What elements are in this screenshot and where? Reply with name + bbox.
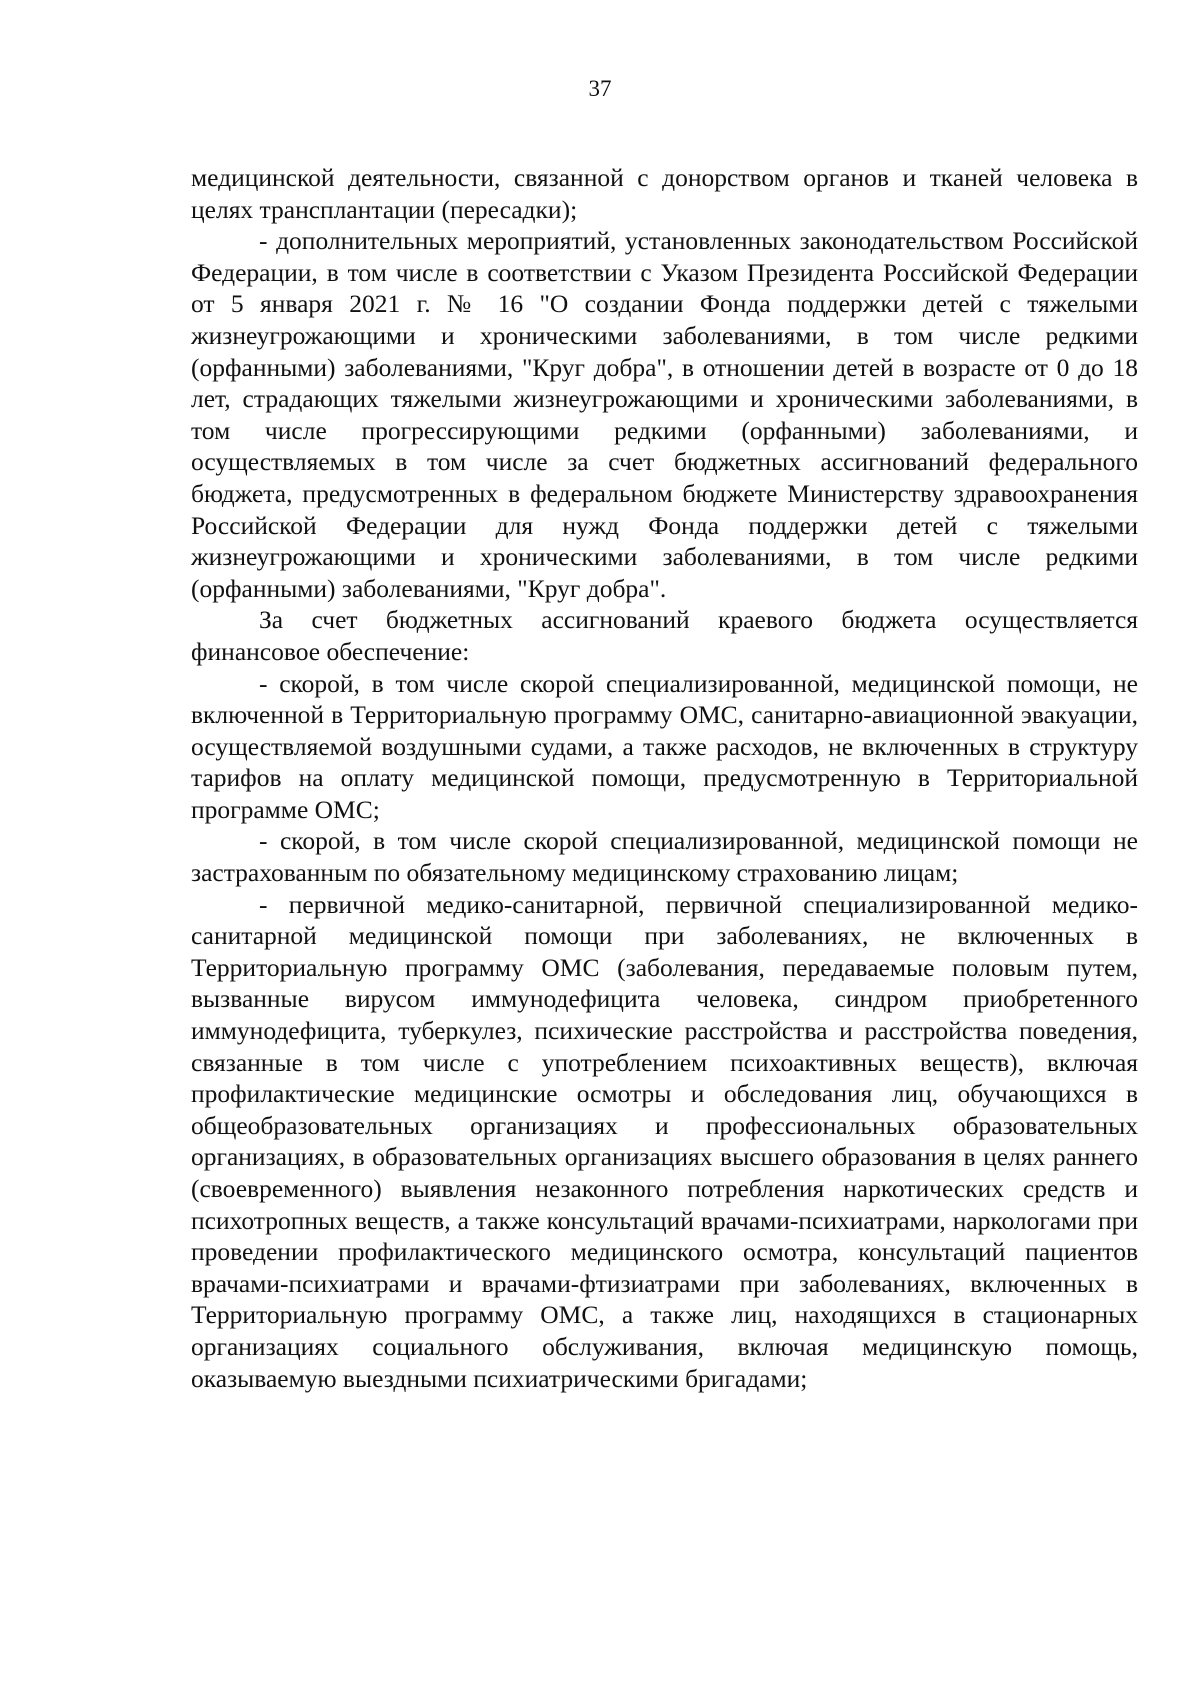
paragraph-primary-care: - первичной медико-санитарной, первичной специализированной медико-санитарной медицинской помощи при заболеваниях, не включенных в Территориальную программу ОМС (заболевания, передаваемые половым путем, вызванные вирусом иммунодефицита человека, синдром приобретенного иммунодефицита, туберкулез, психические расстройства и расстройства поведения, связанные в том числе с употреблением психоактивных веществ), включая профилактические медицинские осмотры и обследования лиц, обучающихся в общеобразовательных организациях и профессиональных образовательных организациях, в образовательных организациях высшего образования в целях раннего (своевременного) выявления незаконного потребления наркотических средств и психотропных веществ, а также консультаций врачами-психиатрами, наркологами при проведении профилактического медицинского осмотра, консультаций пациентов врачами-психиатрами и врачами-фтизиатрами при заболеваниях, включенных в Территориальную программу ОМС, а также лиц, находящихся в стационарных организациях социального обслуживания, включая медицинскую помощь, оказываемую выездными психиатрическими бригадами;: [191, 889, 1138, 1393]
page-number: 37: [588, 76, 612, 101]
paragraph-emergency-care-not-in-program: - скорой, в том числе скорой специализированной, медицинской помощи, не включенной в Территориальную программу ОМС, санитарно-авиационной эвакуации, осуществляемой воздушными судами, а также расходов, не включенных в структуру тарифов на оплату медицинской помощи, предусмотренную в Территориальной программе ОМС;: [191, 668, 1138, 824]
document-body: [191, 162, 1138, 1394]
paragraph-additional-measures: - дополнительных мероприятий, установленных законодательством Российской Федерации, в том числе в соответствии с Указом Президента Российской Федерации от 5 января 2021 г. № 16 "О создании Фонда поддержки детей с тяжелыми жизнеугрожающими и хроническими заболеваниями, в том числе редкими (орфанными) заболеваниями, "Круг добра", в отношении детей в возрасте от 0 до 18 лет, страдающих тяжелыми жизнеугрожающими и хроническими заболеваниями, в том числе прогрессирующими редкими (орфанными) заболеваниями, и осуществляемых в том числе за счет бюджетных ассигнований федерального бюджета, предусмотренных в федеральном бюджете Министерству здравоохранения Российской Федерации для нужд Фонда поддержки детей с тяжелыми жизнеугрожающими и хроническими заболеваниями, в том числе редкими (орфанными) заболеваниями, "Круг добра".: [191, 226, 1138, 603]
paragraph-emergency-care-uninsured: - скорой, в том числе скорой специализированной, медицинской помощи не застрахованным по обязательному медицинскому страхованию лицам;: [191, 826, 1138, 888]
paragraph-continuation: медицинской деятельности, связанной с донорством органов и тканей человека в целях трансплантации (пересадки);: [191, 163, 1138, 224]
paragraph-regional-budget-intro: За счет бюджетных ассигнований краевого бюджета осуществляется финансовое обеспечение:: [191, 605, 1138, 666]
